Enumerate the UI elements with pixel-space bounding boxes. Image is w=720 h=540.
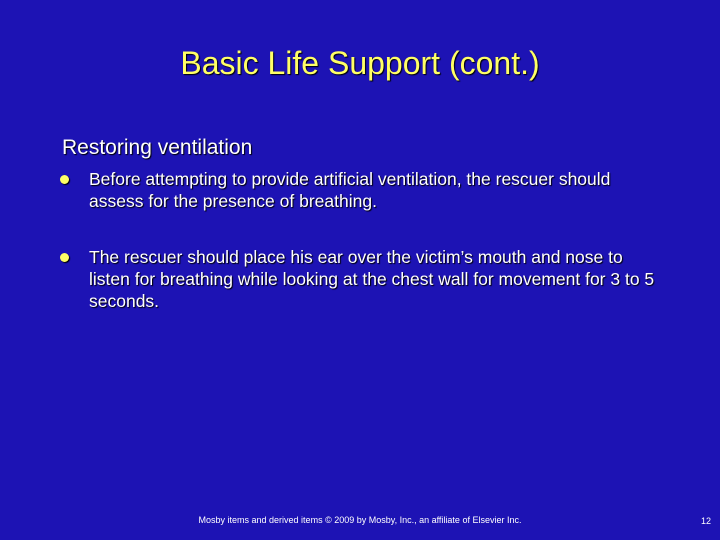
page-number: 12 — [700, 516, 711, 526]
bullet-item — [58, 168, 658, 212]
bullet-item — [58, 246, 658, 312]
bullet-text: The rescuer should place his ear over the victim’s mouth and nose to listen for breathing while looking at the chest wall for movement for 3 to 5 seconds. — [89, 247, 655, 311]
bullet-text: Before attempting to provide artificial ventilation, the rescuer should assess for the presence of breathing. — [89, 169, 611, 211]
slide-title: Basic Life Support (cont.) — [180, 45, 540, 81]
section-heading: Restoring ventilation — [62, 136, 253, 159]
bullet-list — [58, 168, 658, 312]
copyright-footer: Mosby items and derived items © 2009 by Mosby, Inc., an affiliate of Elsevier Inc. — [198, 515, 522, 525]
bullet-dot-icon — [60, 253, 69, 262]
bullet-dot-icon — [60, 175, 69, 184]
